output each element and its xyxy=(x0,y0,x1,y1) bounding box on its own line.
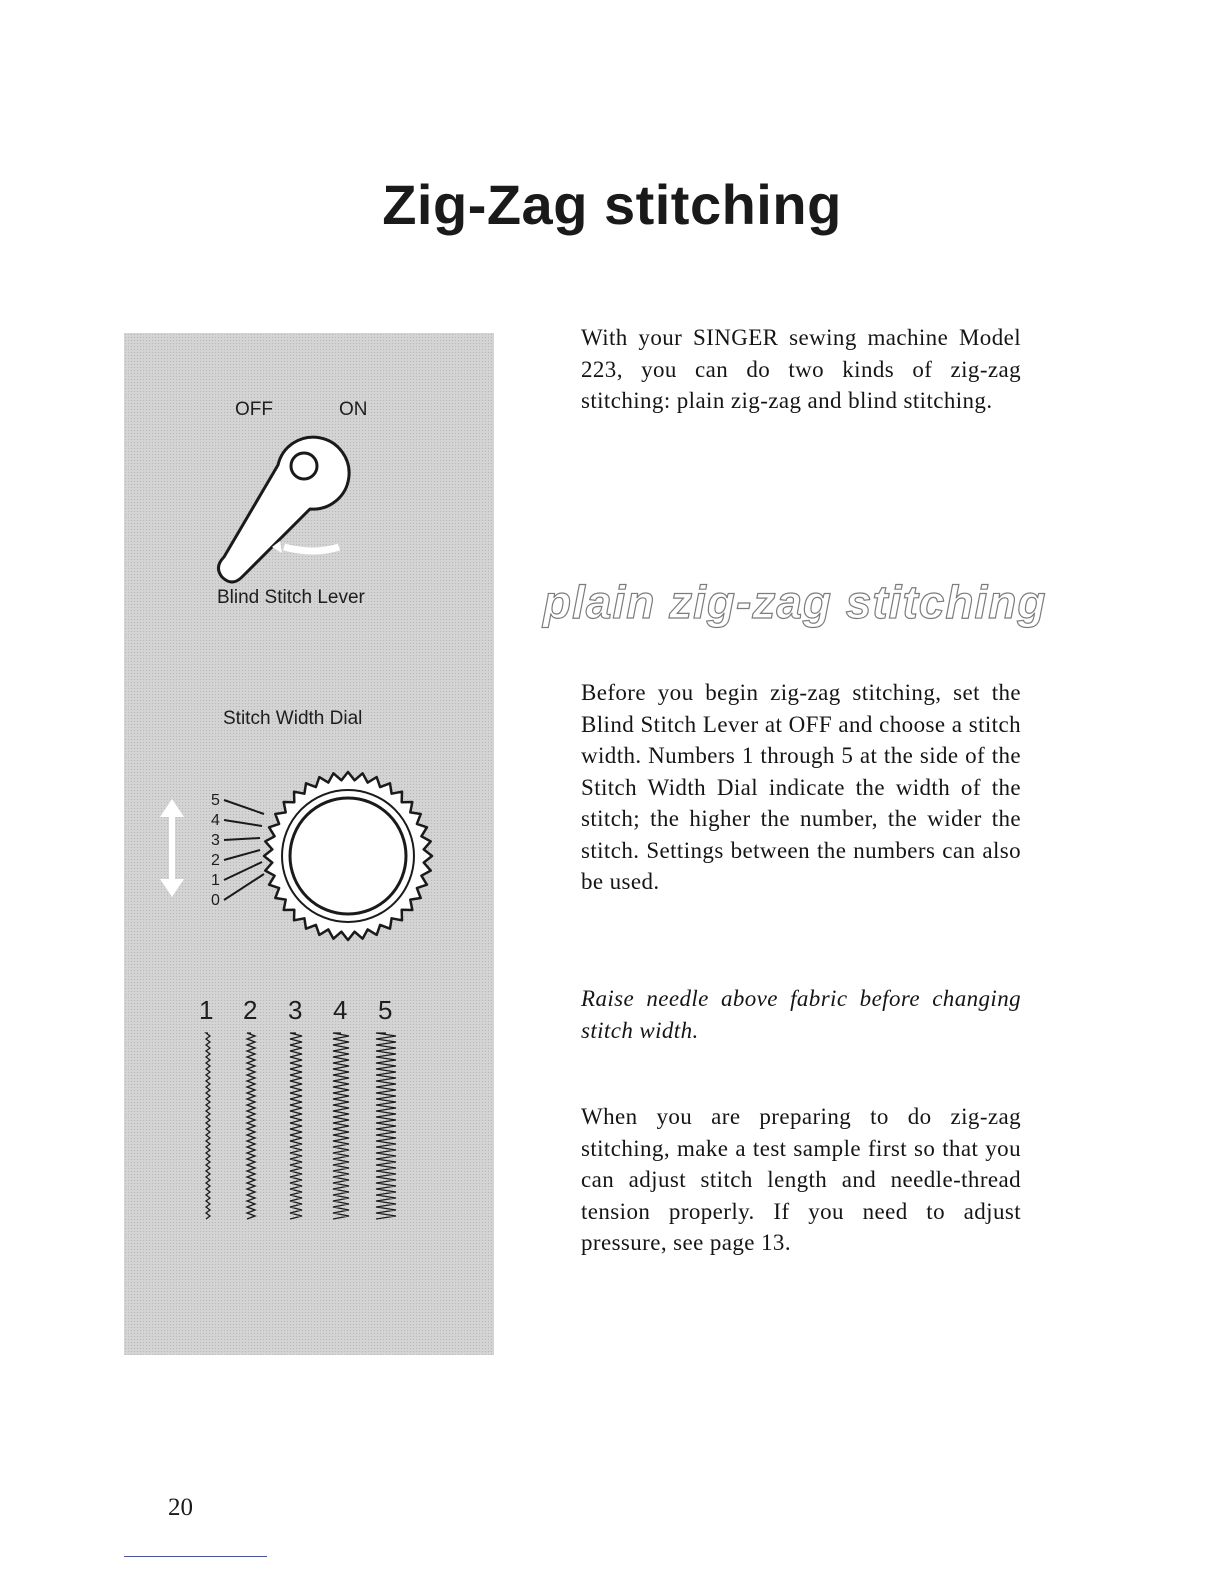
settings-text-before: Before you begin zig-zag stitching, set the Blind Stitch Lever at xyxy=(581,680,1021,737)
dial-scale-3: 3 xyxy=(211,832,220,849)
zigzag-stitch-sample-4 xyxy=(333,1033,349,1219)
dial-scale-ticks xyxy=(224,800,264,900)
page-number: 20 xyxy=(168,1494,193,1521)
illustration-drawing xyxy=(124,333,494,1355)
zigzag-stitch-sample-2 xyxy=(247,1033,255,1219)
zigzag-stitch-sample-1 xyxy=(206,1033,210,1219)
lever-off-label: OFF xyxy=(235,399,273,420)
stitch-width-dial-icon xyxy=(264,772,432,940)
illustration-panel xyxy=(124,333,494,1355)
double-arrow-vertical-icon xyxy=(160,799,184,897)
stitch-sample-label-1: 1 xyxy=(199,995,214,1025)
dial-scale-0: 0 xyxy=(211,892,220,909)
caution-note: Raise needle above fabric before changing stitch width. xyxy=(581,986,1021,1043)
lever-on-label: ON xyxy=(339,399,368,420)
dial-scale-2: 2 xyxy=(211,852,220,869)
page-title: Zig-Zag stitching xyxy=(382,173,842,236)
dial-scale-5: 5 xyxy=(211,792,220,809)
test-sample-paragraph: When you are preparing to do zig-zag stitching, make a test sample first so that you can adjust stitch length and needle-thread tension properly. If you need to adjust pressure, see page 13. xyxy=(581,1104,1021,1255)
off-setting-text: OFF xyxy=(788,711,833,737)
stitch-sample-label-2: 2 xyxy=(243,995,258,1025)
lever-caption: Blind Stitch Lever xyxy=(217,587,365,608)
settings-text-after: and choose a stitch width. Numbers 1 through 5 at the side of the Stitch Width Dial indicate the width of the stitch; the higher the number, the wider the stitch. Settings between the numbers can also be used. xyxy=(581,711,1021,894)
zigzag-stitch-sample-3 xyxy=(290,1033,302,1219)
dial-caption: Stitch Width Dial xyxy=(223,708,363,729)
footer-rule xyxy=(124,1556,267,1557)
curved-arrow-icon xyxy=(284,547,339,551)
stitch-sample-label-5: 5 xyxy=(378,995,393,1025)
zigzag-stitch-sample-5 xyxy=(376,1033,396,1219)
dial-scale-1: 1 xyxy=(211,872,220,889)
settings-paragraph xyxy=(581,677,1021,898)
zigzag-samples xyxy=(206,1033,396,1219)
dial-scale-4: 4 xyxy=(211,812,220,829)
blind-stitch-lever-icon xyxy=(218,437,349,582)
stitch-sample-label-3: 3 xyxy=(288,995,303,1025)
dial-face xyxy=(290,798,406,914)
section-subheading: plain zig-zag stitching xyxy=(543,576,1047,628)
intro-paragraph: With your SINGER sewing machine Model 223, you can do two kinds of zig-zag stitching: plain zig-zag and blind stitching. xyxy=(581,325,1021,413)
stitch-sample-label-4: 4 xyxy=(333,995,348,1025)
